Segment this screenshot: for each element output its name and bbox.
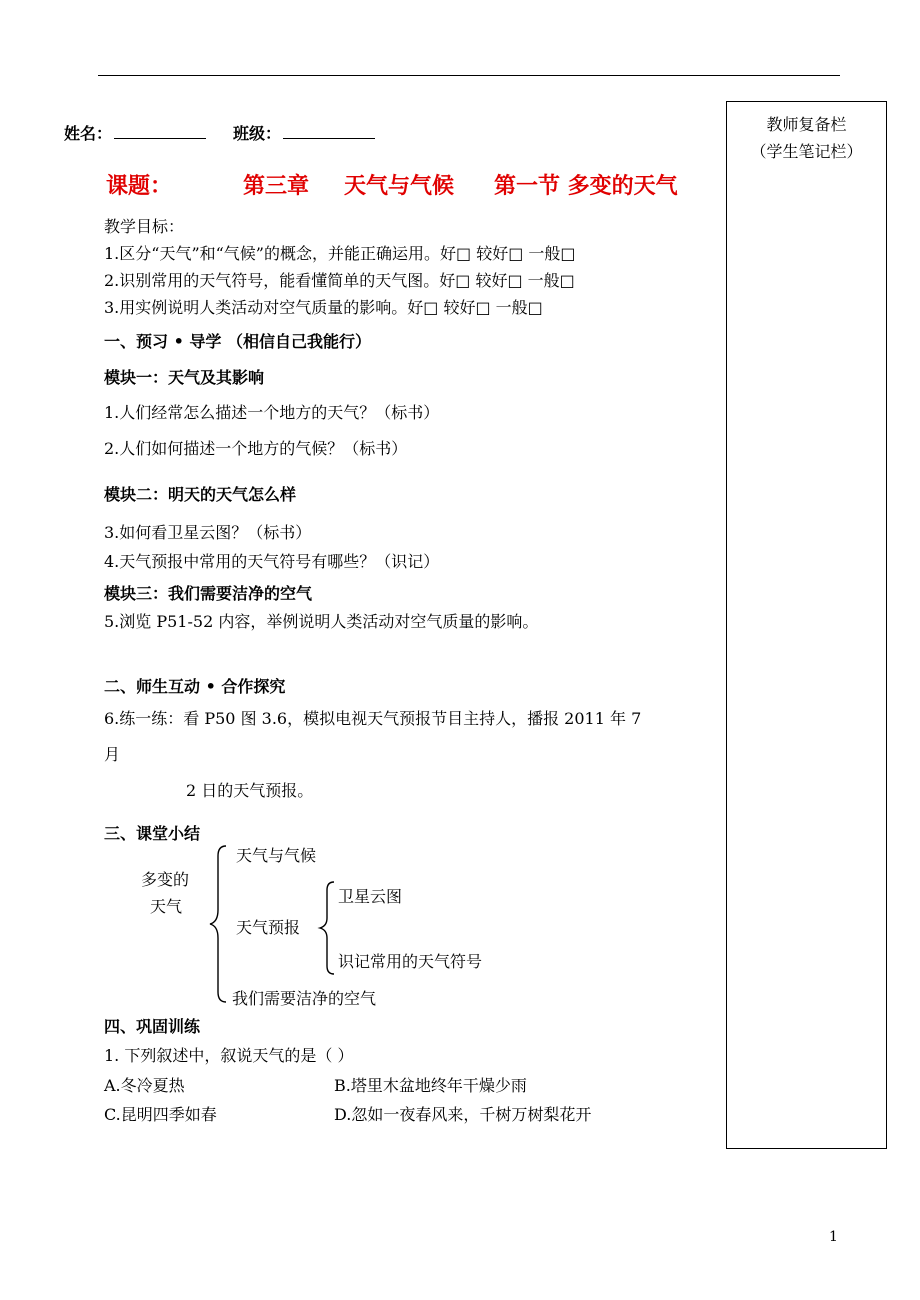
part1-heading: 一、预习 • 导学 （相信自己我能行） (104, 332, 371, 351)
summary-branch-clean-air: 我们需要洁净的空气 (232, 989, 377, 1008)
question-2: 2.人们如何描述一个地方的气候？（标书） (104, 439, 408, 458)
title-section: 第一节 多变的天气 (494, 174, 678, 199)
question-6-line2: 月 (104, 745, 121, 764)
objectives-heading: 教学目标： (104, 217, 185, 236)
title-label: 课题： (106, 174, 173, 199)
question-1: 1.人们经常怎么描述一个地方的天气？（标书） (104, 403, 440, 422)
part3-heading: 三、课堂小结 (104, 824, 201, 843)
objective-1: 1.区分“天气”和“气候”的概念，并能正确运用。好□ 较好□ 一般□ (104, 244, 576, 263)
module3-title: 模块三：我们需要洁净的空气 (104, 584, 313, 603)
module2-title: 模块二：明天的天气怎么样 (104, 485, 297, 504)
question-5: 5.浏览 P51-52 内容，举例说明人类活动对空气质量的影响。 (104, 612, 539, 631)
question-6-line3: 2 日的天气预报。 (186, 781, 314, 800)
summary-sub-satellite: 卫星云图 (338, 887, 403, 906)
objective-2: 2.识别常用的天气符号，能看懂简单的天气图。好□ 较好□ 一般□ (104, 271, 575, 290)
summary-root-line2: 天气 (150, 897, 183, 916)
sidebar-title: 教师复备栏 (766, 115, 847, 134)
module1-title: 模块一：天气及其影响 (104, 368, 265, 387)
summary-sub-symbols: 识记常用的天气符号 (338, 952, 483, 971)
name-label: 姓名： (64, 124, 113, 143)
summary-branch-weather-climate: 天气与气候 (236, 846, 317, 865)
page-number: 1 (829, 1229, 838, 1245)
teacher-notes-box (726, 101, 887, 1149)
summary-branch-forecast: 天气预报 (236, 918, 301, 937)
summary-big-brace-icon (200, 840, 240, 1010)
summary-root-line1: 多变的 (141, 870, 190, 889)
option-b: B.塔里木盆地终年干燥少雨 (334, 1076, 527, 1095)
header-rule (98, 75, 840, 76)
option-c: C.昆明四季如春 (104, 1105, 217, 1124)
objective-3: 3.用实例说明人类活动对空气质量的影响。好□ 较好□ 一般□ (104, 298, 543, 317)
question-4: 4.天气预报中常用的天气符号有哪些？（识记） (104, 552, 440, 571)
option-a: A.冬冷夏热 (104, 1076, 185, 1095)
class-label: 班级： (233, 124, 282, 143)
part2-heading: 二、师生互动 • 合作探究 (104, 677, 286, 696)
option-d: D.忽如一夜春风来，千树万树梨花开 (334, 1105, 592, 1124)
name-blank (114, 123, 206, 139)
question-6-line1: 6.练一练：看 P50 图 3.6，模拟电视天气预报节目主持人，播报 2011 年 7 (104, 709, 642, 728)
exercise-question-1: 1. 下列叙述中，叙说天气的是（ ） (104, 1046, 354, 1065)
title-chapter-name: 天气与气候 (344, 174, 455, 199)
sidebar-subtitle: （学生笔记栏） (750, 142, 863, 161)
name-field (64, 123, 206, 142)
class-field (233, 123, 375, 142)
class-blank (283, 123, 375, 139)
question-3: 3.如何看卫星云图？（标书） (104, 523, 312, 542)
part4-heading: 四、巩固训练 (104, 1017, 201, 1036)
title-chapter: 第三章 (243, 174, 310, 199)
